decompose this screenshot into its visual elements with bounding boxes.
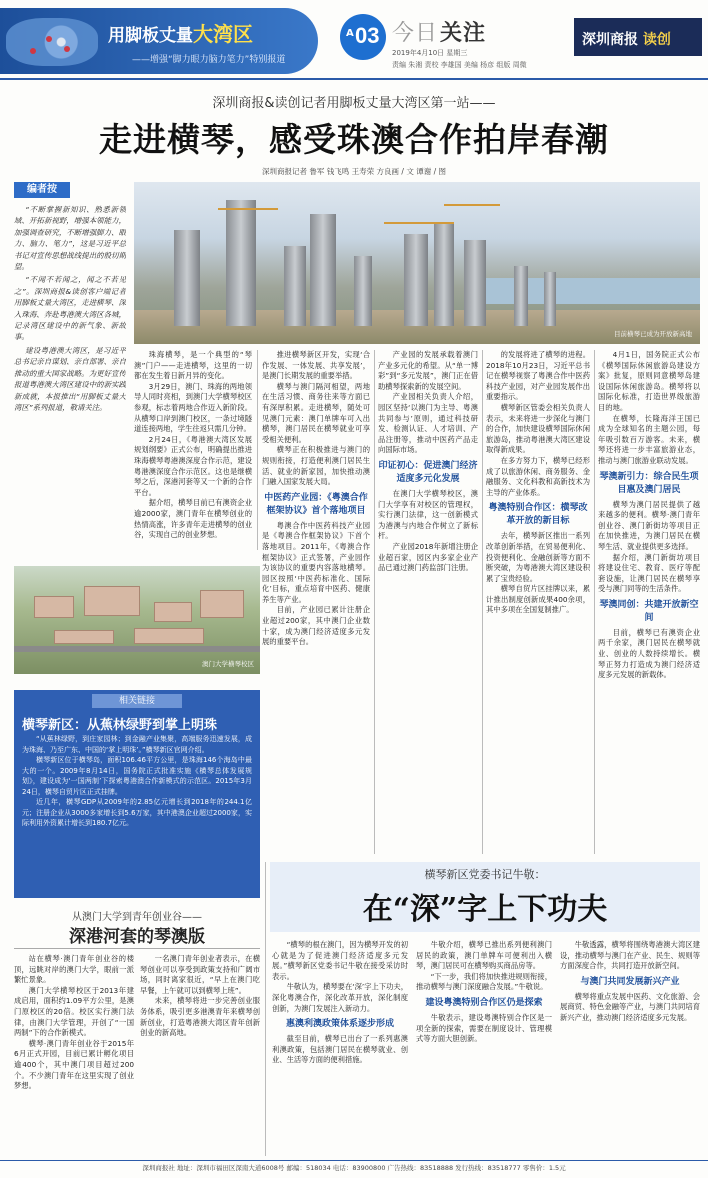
article-column: 推进横琴新区开发，实现‘合作发展、一体发展、共享发展’，是澳门长期发展的重要举措。 横琴与澳门隔河相望，两地在生活习惯、商务往来等方面已有深厚积累。走进横琴，随处可见澳门元素：澳门单牌车可入出横琴，澳门居民在横琴就业可享受相关便利。 横琴正在积极推进与澳门的规则衔接，打造便利澳门居民生活、就业的新家园，加快推动澳门融入国家发展大局。 中医药产业园：《粤澳合作框架协议》首个落地项目 粤澳合作中医药科技产业园是《粤澳合作框架协议》下首个落地项目。2011年，《粤澳合作框架协议》正式签署，产业园作为该协议的重要内容落地横琴。园区按照‘中医药标准化、国际化’目标，重点培育中医药、健康养生等产业。 目前，产业园已累计注册企业超过200家，其中澳门企业数十家，成为澳门经济适度多元发展的重要平台。 [262,350,370,647]
related-link-box [14,690,260,898]
editors-note-paragraph: “不闻不若闻之，闻之不若见之”。深圳商报&读创客户端记者用脚板丈量大湾区，走进横琴、深入珠海、奔赴粤港澳大湾区各城，记录湾区建设中的新气象、新故事。 [14,275,126,342]
editor-credits: 责编 朱湘 责校 李雄国 美编 杨彦 组版 周微 [392,61,527,69]
hengqin-skyline-photo [134,182,700,344]
story-title: 深港河套的琴澳版 [69,927,205,947]
related-title: 横琴新区：从蕉林绿野到掌上明珠 [22,718,218,733]
divider [482,350,483,854]
story-kicker: 从澳门大学到青年创业谷—— [72,912,202,923]
subheading: 惠澳利澳政策体系逐步形成 [285,1019,394,1030]
article-column: 的发展将进了横琴的进程。2018年10月23日，习近平总书记在横琴视察了粤澳合作中医药科技产业园，对产业园发展作出重要指示。 横琴新区管委会相关负责人表示，未来将进一步深化与澳门的合作，加快建设横琴国际休闲旅游岛，推动粤港澳大湾区建设取得新成果。 在多方努力下，横琴已经形成了以旅游休闲、商务服务、金融服务、文化科教和高新技术为主导的产业体系。 粤澳特别合作区：横琴改革开放的新目标 去年，横琴新区推出一系列改革创新举措，在贸易便利化、投资便利化、金融创新等方面不断突破，为粤港澳大湾区建设积累了宝贵经验。 横琴自贸片区挂牌以来，累计推出制度创新成果400余项，其中多项在全国复制推广。 [486,350,590,615]
editors-note-tag: 编者按 [14,182,70,198]
article-column: 珠海横琴，是一个典型的“琴澳”门户——走进横琴，这里的一切都在发生着日新月异的变化。 3月29日，澳门、珠海的两地领导人同时亮相，到澳门大学横琴校区参观，标志着两地合作迈入新阶段。从横琴口岸到澳门校区，一条过境隧道连接两地，学生往返只需几分钟。 2月24日，《粤港澳大湾区发展规划纲要》正式公布，明确提出推进珠海横琴粤港澳深度合作示范，建设粤港澳深度合作示范区。这也是继横琴之后，深港河套等又一个新的合作平台。 据介绍，横琴目前已有澳资企业逾2000家，澳门青年在横琴创业的热情高涨，许多青年走进横琴的创业谷，实现自己的创业梦想。 [134,350,252,540]
greater-bay-map-icon [6,18,98,66]
divider [374,350,375,854]
masthead [0,0,708,78]
subheading: 印证初心：促进澳门经济适度多元化发展 [378,460,478,484]
related-text: “从蕉林绿野，到庄家园林；到金融产业集聚，高端服务迅速发展，成为珠海、乃至广东、中国的‘掌上明珠’。”横琴新区官网介绍。 横琴新区位于横琴岛，面积106.46平方公里，是珠海146个海岛中最大的一个。2009年8月14日，国务院正式批准实施《横琴总体发展规划》，建设成为‘一国两制’下探索粤港澳合作新模式的示范区。2015年3月24日，横琴自贸片区正式挂牌。 近几年，横琴GDP从2009年的2.85亿元增长到2018年的244.1亿元；注册企业从3000多家增长到5.6万家，其中港澳企业超过2000家，实际利用外资累计增长到180.7亿元。 [22,735,252,827]
subheading: 建设粤澳特别合作区仍是探索 [425,997,543,1008]
article-column: 牛敬透露，横琴将围绕粤港澳大湾区建设，推动横琴与澳门在产业、民生、规则等方面深度合作，共同打造开放新空间。 与澳门共同发展新兴产业 横琴将重点发展中医药、文化旅游、会展商贸、特色金融等产业，与澳门共同培育新兴产业，推动澳门经济适度多元发展。 [560,940,700,1022]
series-banner [0,8,318,74]
page-footer: 深圳商报社 地址：深圳市福田区深南大道6008号 邮编：518034 电话：83900800 广告热线：83518888 发行热线：83518777 零售价：1.5元 [0,1160,708,1174]
divider [257,350,258,550]
newspaper-logo: 深圳商报 读创 [574,18,702,56]
subheading: 中医药产业园：《粤澳合作框架协议》首个落地项目 [264,492,368,516]
divider [0,78,708,80]
article-column: 一名澳门青年创业者表示，在横琴创业可以享受到政策支持和广阔市场，同时离家很近，“早上在澳门吃早餐，上午就可以到横琴上班”。 未来，横琴将进一步完善创业服务体系，吸引更多港澳青年来横琴创新创业，打造粤港澳大湾区青年创新创业的新高地。 [140,954,260,1038]
university-campus-photo [14,566,260,674]
headline-kicker: 深圳商报&读创记者用脚板丈量大湾区第一站—— [212,96,496,111]
story-kicker: 横琴新区党委书记牛敬： [424,868,546,881]
subheading: 与澳门共同发展新兴产业 [580,976,680,987]
subheading: 粤澳特别合作区：横琴改革开放的新目标 [488,503,588,527]
article-column: 站在横琴·澳门青年创业谷的楼顶，远眺对岸的澳门大学，眼前一派繁忙景象。 澳门大学横琴校区于2013年建成启用，面积约1.09平方公里，是澳门原校区的20倍。校区实行澳门法律，由澳门大学管理，开创了“一国两制”下的合作新模式。 横琴·澳门青年创业谷于2015年6月正式开园，目前已累计孵化项目逾400个，其中澳门项目超过200个。不少澳门青年在这里实现了创业梦想。 [14,954,134,1091]
article-column: “横琴的根在澳门，因为横琴开发的初心就是为了促进澳门经济适度多元发展。”横琴新区党委书记牛敬在接受采访时表示。 牛敬认为，横琴要在‘深’字上下功夫，深化粤澳合作，深化改革开放，深化制度创新，为澳门发展注入新动力。 惠澳利澳政策体系逐步形成 截至目前，横琴已出台了一系列惠澳利澳政策，包括澳门居民在横琴就业、创业、生活等方面的便利措施。 [272,940,408,1065]
story-title: 在“深”字上下功夫 [362,892,608,927]
banner-subtitle: ——增强“脚力眼力脑力笔力”特别报道 [132,55,286,65]
subheading: 琴澳同创：共建开放新空间 [599,599,699,623]
related-label: 相关链接 [92,694,182,708]
photo-caption: 澳门大学横琴校区 [202,660,254,668]
photo-caption: 目前横琴已成为开放新高地 [614,330,692,338]
page-number-badge: A 03 [340,14,386,60]
divider [265,862,266,1156]
editors-note-paragraph: 建设粤港澳大湾区，是习近平总书记亲自谋划、亲自部署、亲自推动的重大国家战略。为更好宣传报道粤港澳大湾区建设中的新实践新成就，本报推出“用脚板丈量大湾区”系列报道，敬请关注。 [14,345,126,412]
subheading: 琴澳新引力：综合民生项目惠及澳门居民 [599,471,699,495]
editors-note-paragraph: “不断掌握新知识、熟悉新领域、开拓新视野，增强本领能力，加强调查研究，不断增强脚力、眼力、脑力、笔力”，这是习近平总书记对宣传思想战线提出的殷切期望。 [14,205,126,272]
byline: 深圳商报记者 鲁军 钱飞鸣 王寿荣 方良画 / 文 谭谢 / 图 [261,167,446,176]
divider [594,350,595,854]
article-column: 牛敬介绍，横琴已推出系列便利澳门居民的政策，澳门单牌车可便利出入横琴，澳门居民可在横琴购买商品房等。 “下一步，我们将加快推进规则衔接，推动横琴与澳门深度融合发展。”牛敬说。 建设粤澳特别合作区仍是探索 牛敬表示，建设粤澳特别合作区是一项全新的探索，需要在制度设计、管理模式等方面大胆创新。 [416,940,552,1044]
issue-date: 2019年4月10日 星期三 [392,49,468,57]
section-title: 今日关注 [392,21,487,46]
article-column: 4月1日，国务院正式公布《横琴国际休闲旅游岛建设方案》批复，原则同意横琴岛建设国际休闲旅游岛。横琴将以国际化标准，打造世界级旅游目的地。 在横琴，长隆海洋王国已成为全球知名的主题公园，每年吸引数百万游客。未来，横琴还将进一步丰富旅游业态，推动与澳门旅游业联动发展。 琴澳新引力：综合民生项目惠及澳门居民 横琴为澳门居民提供了越来越多的便利。横琴·澳门青年创业谷、澳门新街坊等项目正在加快推进，为澳门居民在横琴生活、就业提供更多选择。 据介绍，澳门新街坊项目将建设住宅、教育、医疗等配套设施，让澳门居民在横琴享受与澳门同等的生活条件。 琴澳同创：共建开放新空间 目前，横琴已有澳资企业两千余家，澳门居民在横琴就业、创业的人数持续增长。横琴正努力打造成为澳门经济适度多元发展的新载体。 [598,350,700,680]
main-headline: 走进横琴，感受珠澳合作拍岸春潮 [99,120,609,159]
banner-title: 用脚板丈量大湾区 [108,22,253,46]
divider [14,948,260,949]
editors-note [14,204,126,554]
article-column: 产业园的发展承载着澳门产业多元化的希望。从“单一博彩”到“多元发展”，澳门正在借助横琴探索新的发展空间。 产业园相关负责人介绍，园区坚持‘以澳门为主导、粤澳共同参与’原则，通过科技研发、检测认证、人才培训、产品注册等，推动中医药产品走向国际市场。 印证初心：促进澳门经济适度多元化发展 在澳门大学横琴校区，澳门大学享有对校区的管理权，实行澳门法律，这一创新模式为港澳与内地合作树立了新标杆。 产业园2018年新增注册企业超百家，园区内多家企业产品已通过澳门药监部门注册。 [378,350,478,573]
